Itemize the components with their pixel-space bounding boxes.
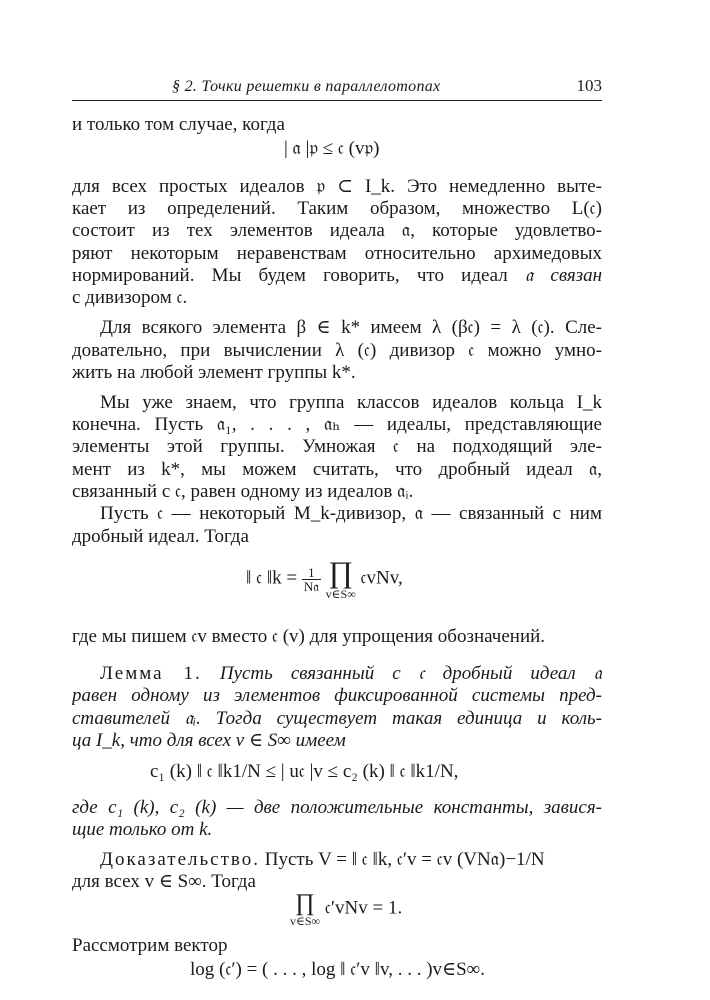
formula-norm-inequality: | 𝔞 |𝔭 ≤ 𝔠 (v𝔭) [284, 138, 380, 159]
proof-product-limit: v∈S∞ [290, 914, 321, 928]
para1-line-7: с дивизором 𝔠. [72, 287, 188, 308]
para1-line-4: состоит из тех элементов идеала 𝔞, которые удовлетво- [72, 220, 602, 241]
para1-line-6 [72, 264, 602, 288]
lemma-line-5: где c₁ (k), c₂ (k) — две положительные константы, завися- [72, 797, 602, 818]
para1-line-5: ряют некоторым неравенствам относительно архимедовых [72, 243, 602, 264]
para1-line-2: для всех простых идеалов 𝔭 ⊂ I_k. Это немедленно выте- [72, 176, 602, 197]
para2-line-3: жить на любой элемент группы k*. [72, 362, 356, 383]
proof-line-1 [100, 848, 602, 872]
fraction-denominator: N𝔞 [303, 578, 319, 594]
para2-line-2: довательно, при вычислении λ (𝔠) дивизор 𝔠 можно умно- [72, 340, 602, 361]
lemma-heading: Лемма 1. [100, 663, 202, 684]
para1-line-6-text: нормирований. Мы будем говорить, что идеал [72, 265, 508, 286]
product-operator [326, 558, 356, 600]
product-limit: v∈S∞ [325, 587, 356, 601]
formula-divisor-norm-lhs: ‖ 𝔠 ‖k = [246, 567, 298, 589]
para2-line-1: Для всякого элемента β ∈ k* имеем λ (β𝔠) = λ (𝔠). Сле- [100, 317, 602, 338]
para4-line-1: Пусть 𝔠 — некоторый M_k-дивизор, 𝔞 — связанный с ним [100, 503, 602, 524]
fraction [302, 566, 321, 593]
lemma-line-2: равен одному из элементов фиксированной системы пред- [72, 685, 602, 706]
para1-line-3: кает из определений. Таким образом, множество L(𝔠) [72, 198, 602, 219]
lemma-line-3: ставителей 𝔞ᵢ. Тогда существует такая единица и коль- [72, 708, 602, 729]
proof-product-operator [290, 891, 320, 927]
formula-product-one [290, 891, 402, 933]
para1-line-1: и только том случае, когда [72, 114, 285, 135]
lemma-text-1: Пусть связанный с 𝔠 дробный идеал 𝔞 [219, 663, 602, 684]
lemma-line-1 [100, 662, 602, 686]
para3-line-3: элементы этой группы. Умножая 𝔠 на подходящий эле- [72, 436, 602, 457]
formula-divisor-norm [246, 558, 403, 600]
formula-product-one-rhs: 𝔠′vNv = 1. [324, 897, 403, 919]
proof-line-2: для всех v ∈ S∞. Тогда [72, 871, 256, 892]
lemma-line-6: щие только от k. [72, 819, 213, 840]
proof-product-symbol: ∏ [295, 891, 315, 916]
para3-line-2: конечна. Пусть 𝔞₁, . . . , 𝔞ₕ — идеалы, представляющие [72, 414, 602, 435]
formula-lemma-inequality: c₁ (k) ‖ 𝔠 ‖k1/N ≤ | u𝔠 |v ≤ c₂ (k) ‖ 𝔠 ‖k1/N, [150, 761, 459, 782]
lemma-line-4: ца I_k, что для всех v ∈ S∞ имеем [72, 730, 346, 751]
formula-log-vector: log (𝔠′) = ( . . . , log ‖ 𝔠′v ‖v, . . . )v∈S∞. [190, 959, 485, 980]
fraction-numerator: 1 [302, 566, 321, 580]
proof-heading: Доказательство. [100, 849, 260, 870]
para4-line-3: где мы пишем 𝔠v вместо 𝔠 (v) для упрощения обозначений. [72, 626, 546, 647]
page-number: 103 [576, 76, 602, 95]
running-header [72, 74, 602, 101]
proof-text-1: Пусть V = ‖ 𝔠 ‖k, 𝔠′v = 𝔠v (VN𝔞)−1/N [264, 849, 545, 870]
para3-line-5: связанный с 𝔠, равен одному из идеалов 𝔞ᵢ. [72, 481, 414, 502]
para4-line-2: дробный идеал. Тогда [72, 526, 249, 547]
term-linked: 𝔞 связан [524, 265, 602, 286]
para3-line-4: мент из k*, мы можем считать, что дробный идеал 𝔞, [72, 459, 602, 480]
header-title: § 2. Точки решетки в параллелотопах [172, 78, 441, 95]
product-symbol: ∏ [328, 556, 354, 589]
formula-divisor-norm-rhs: 𝔠vNv, [360, 567, 403, 589]
proof-line-3: Рассмотрим вектор [72, 935, 228, 956]
para3-line-1: Мы уже знаем, что группа классов идеалов кольца I_k [100, 392, 602, 413]
